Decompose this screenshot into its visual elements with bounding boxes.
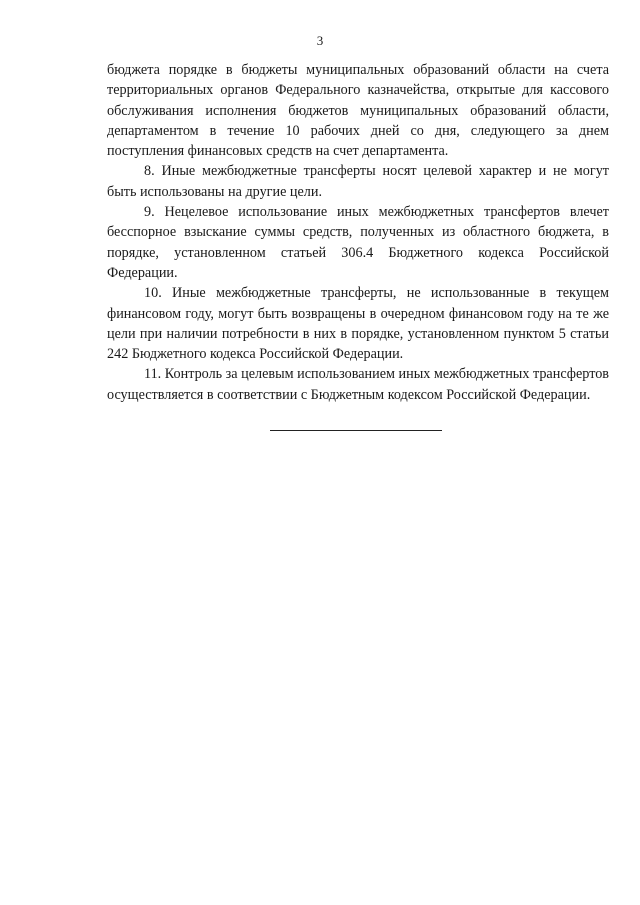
document-body bbox=[107, 60, 609, 405]
paragraph-continuation: бюджета порядке в бюджеты муниципальных образований области на счета территориальных органов Федерального казначейства, открытые для кассового обслуживания исполнения бюджетов муниципальных образований области, департаментом в течение 10 рабочих дней со дня, следующего за днем поступления финансовых средств на счет департамента. bbox=[107, 62, 609, 160]
end-of-document-line bbox=[270, 430, 442, 431]
page-number: 3 bbox=[316, 33, 324, 48]
paragraph-9: 9. Нецелевое использование иных межбюджетных трансфертов влечет бесспорное взыскание суммы средств, полученных из областного бюджета, в порядке, установленном статьей 306.4 Бюджетного кодекса Российской Федерации. bbox=[107, 204, 609, 281]
paragraph-8: 8. Иные межбюджетные трансферты носят целевой характер и не могут быть использованы на другие цели. bbox=[107, 163, 609, 200]
paragraph-11: 11. Контроль за целевым использованием иных межбюджетных трансфертов осуществляется в соответствии с Бюджетным кодексом Российской Федерации. bbox=[107, 366, 609, 403]
paragraph-10: 10. Иные межбюджетные трансферты, не использованные в текущем финансовом году, могут быть возвращены в очередном финансовом году на те же цели при наличии потребности в них в порядке, установленном пунктом 5 статьи 242 Бюджетного кодекса Российской Федерации. bbox=[107, 285, 609, 363]
